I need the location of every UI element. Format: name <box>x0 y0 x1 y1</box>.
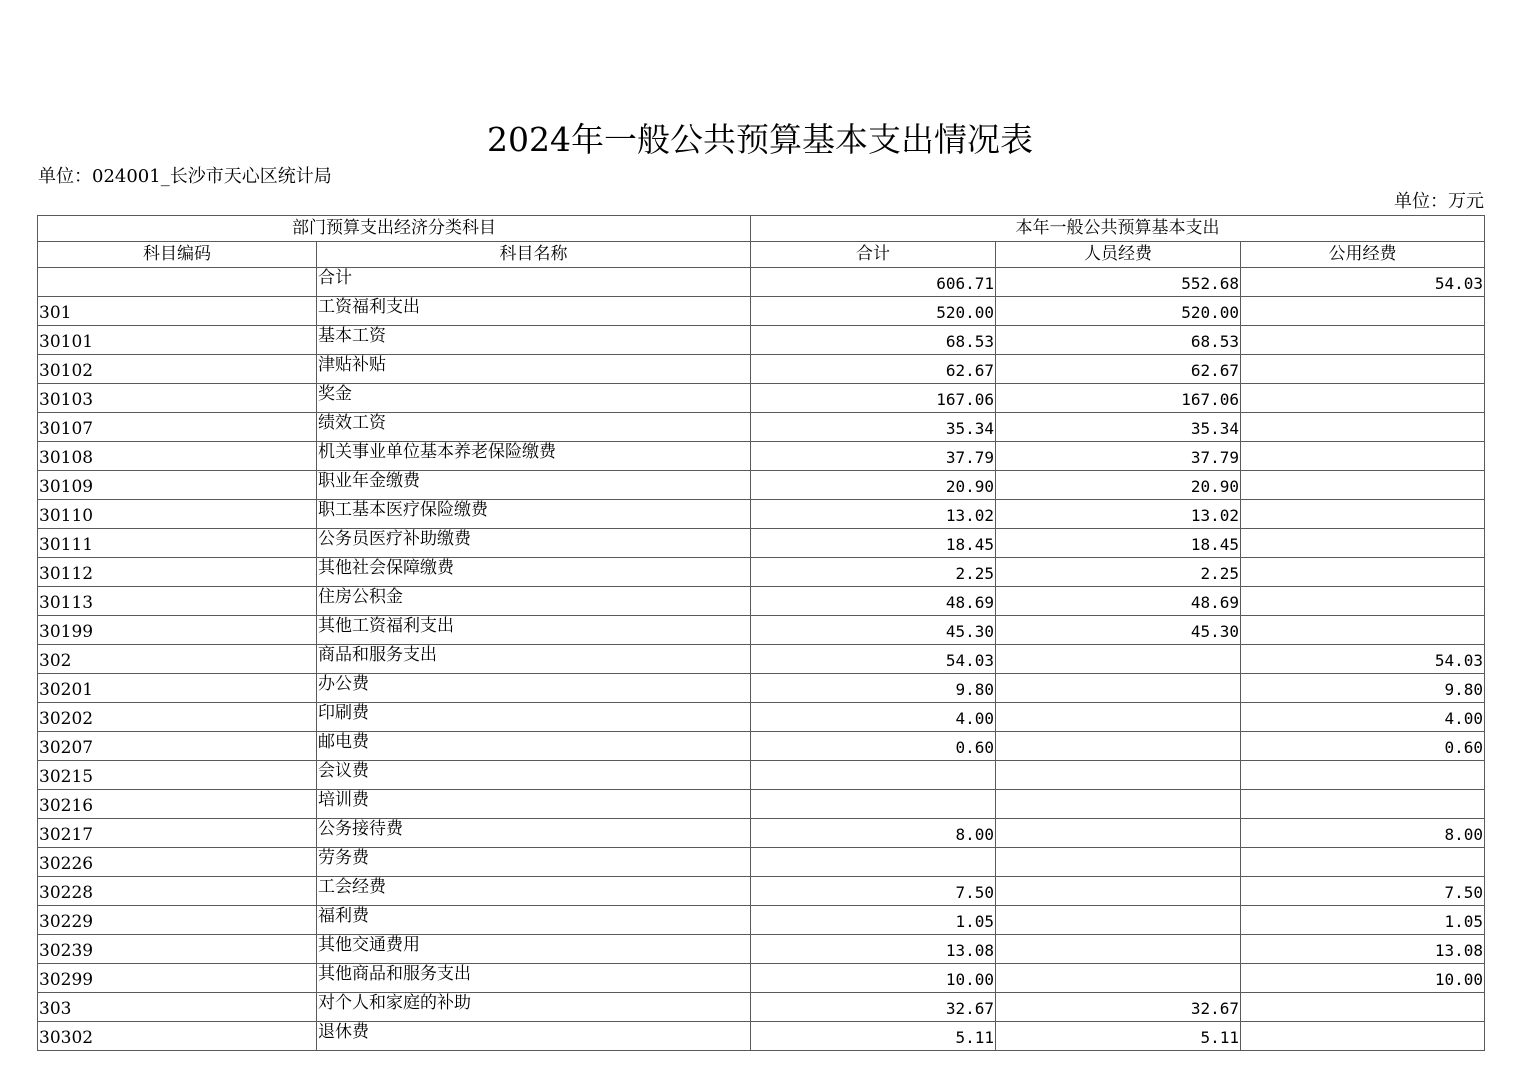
table-row <box>38 877 1485 906</box>
cell-code: 301 <box>38 297 317 326</box>
table-row <box>38 674 1485 703</box>
cell-code: 30107 <box>38 413 317 442</box>
cell-personnel: 62.67 <box>996 355 1241 384</box>
cell-total: 45.30 <box>751 616 996 645</box>
table-row <box>38 964 1485 993</box>
cell-total: 13.08 <box>751 935 996 964</box>
cell-name: 退休费 <box>317 1022 751 1051</box>
cell-name: 对个人和家庭的补助 <box>317 993 751 1022</box>
cell-personnel <box>996 674 1241 703</box>
cell-total <box>751 790 996 819</box>
cell-total: 48.69 <box>751 587 996 616</box>
cell-total: 1.05 <box>751 906 996 935</box>
cell-personnel: 167.06 <box>996 384 1241 413</box>
table-row <box>38 500 1485 529</box>
cell-name: 津贴补贴 <box>317 355 751 384</box>
cell-name: 培训费 <box>317 790 751 819</box>
cell-public: 1.05 <box>1241 906 1485 935</box>
cell-personnel: 5.11 <box>996 1022 1241 1051</box>
cell-code: 30229 <box>38 906 317 935</box>
cell-personnel: 2.25 <box>996 558 1241 587</box>
cell-total: 606.71 <box>751 268 996 297</box>
table-row <box>38 848 1485 877</box>
column-header-total: 合计 <box>751 242 996 268</box>
cell-code: 303 <box>38 993 317 1022</box>
cell-public: 0.60 <box>1241 732 1485 761</box>
cell-personnel: 68.53 <box>996 326 1241 355</box>
cell-code: 30109 <box>38 471 317 500</box>
cell-code: 30101 <box>38 326 317 355</box>
cell-total: 18.45 <box>751 529 996 558</box>
cell-personnel <box>996 703 1241 732</box>
cell-total: 5.11 <box>751 1022 996 1051</box>
cell-public: 54.03 <box>1241 645 1485 674</box>
cell-total: 520.00 <box>751 297 996 326</box>
cell-personnel: 18.45 <box>996 529 1241 558</box>
table-row <box>38 819 1485 848</box>
cell-public: 54.03 <box>1241 268 1485 297</box>
cell-name: 其他社会保障缴费 <box>317 558 751 587</box>
cell-public: 8.00 <box>1241 819 1485 848</box>
cell-total: 20.90 <box>751 471 996 500</box>
cell-total: 167.06 <box>751 384 996 413</box>
cell-personnel: 35.34 <box>996 413 1241 442</box>
group-header-classification: 部门预算支出经济分类科目 <box>38 216 751 242</box>
cell-personnel <box>996 848 1241 877</box>
cell-total: 2.25 <box>751 558 996 587</box>
cell-total: 9.80 <box>751 674 996 703</box>
cell-personnel <box>996 645 1241 674</box>
cell-public <box>1241 471 1485 500</box>
table-row <box>38 906 1485 935</box>
cell-public: 4.00 <box>1241 703 1485 732</box>
cell-personnel <box>996 761 1241 790</box>
table-row <box>38 413 1485 442</box>
cell-personnel: 552.68 <box>996 268 1241 297</box>
cell-total: 10.00 <box>751 964 996 993</box>
cell-personnel: 45.30 <box>996 616 1241 645</box>
cell-name: 福利费 <box>317 906 751 935</box>
table-row <box>38 471 1485 500</box>
cell-total: 37.79 <box>751 442 996 471</box>
cell-total: 62.67 <box>751 355 996 384</box>
cell-public <box>1241 1022 1485 1051</box>
table-row <box>38 616 1485 645</box>
cell-total: 0.60 <box>751 732 996 761</box>
column-header-row <box>38 242 1485 268</box>
cell-code: 30199 <box>38 616 317 645</box>
cell-total <box>751 848 996 877</box>
cell-code: 30110 <box>38 500 317 529</box>
cell-name: 其他交通费用 <box>317 935 751 964</box>
cell-total: 13.02 <box>751 500 996 529</box>
cell-public <box>1241 355 1485 384</box>
table-row <box>38 529 1485 558</box>
cell-code: 30102 <box>38 355 317 384</box>
table-row <box>38 703 1485 732</box>
table-row <box>38 442 1485 471</box>
table-row <box>38 761 1485 790</box>
table-row <box>38 993 1485 1022</box>
cell-name: 工会经费 <box>317 877 751 906</box>
cell-code: 30112 <box>38 558 317 587</box>
cell-public <box>1241 500 1485 529</box>
cell-name: 奖金 <box>317 384 751 413</box>
cell-code: 30103 <box>38 384 317 413</box>
cell-code: 30226 <box>38 848 317 877</box>
cell-public <box>1241 558 1485 587</box>
cell-name: 其他商品和服务支出 <box>317 964 751 993</box>
cell-public <box>1241 442 1485 471</box>
column-header-personnel: 人员经费 <box>996 242 1241 268</box>
cell-name: 其他工资福利支出 <box>317 616 751 645</box>
cell-public <box>1241 790 1485 819</box>
cell-code: 30299 <box>38 964 317 993</box>
cell-personnel <box>996 819 1241 848</box>
cell-name: 机关事业单位基本养老保险缴费 <box>317 442 751 471</box>
cell-name: 公务接待费 <box>317 819 751 848</box>
table-row <box>38 1022 1485 1051</box>
cell-personnel <box>996 935 1241 964</box>
cell-code <box>38 268 317 297</box>
cell-personnel: 48.69 <box>996 587 1241 616</box>
cell-name: 商品和服务支出 <box>317 645 751 674</box>
cell-total: 35.34 <box>751 413 996 442</box>
cell-public <box>1241 616 1485 645</box>
cell-personnel <box>996 877 1241 906</box>
cell-personnel <box>996 790 1241 819</box>
cell-personnel <box>996 732 1241 761</box>
cell-public <box>1241 413 1485 442</box>
cell-code: 30108 <box>38 442 317 471</box>
page-title: 2024年一般公共预算基本支出情况表 <box>487 120 1033 159</box>
cell-total: 54.03 <box>751 645 996 674</box>
table-row <box>38 645 1485 674</box>
cell-total: 68.53 <box>751 326 996 355</box>
cell-name: 邮电费 <box>317 732 751 761</box>
cell-name: 印刷费 <box>317 703 751 732</box>
table-row <box>38 790 1485 819</box>
cell-total: 32.67 <box>751 993 996 1022</box>
cell-public <box>1241 993 1485 1022</box>
cell-total: 4.00 <box>751 703 996 732</box>
cell-public <box>1241 326 1485 355</box>
cell-public: 10.00 <box>1241 964 1485 993</box>
unit-organization: 单位：024001_长沙市天心区统计局 <box>38 166 332 187</box>
cell-code: 30228 <box>38 877 317 906</box>
cell-code: 302 <box>38 645 317 674</box>
cell-code: 30302 <box>38 1022 317 1051</box>
table-row <box>38 384 1485 413</box>
cell-name: 绩效工资 <box>317 413 751 442</box>
cell-name: 劳务费 <box>317 848 751 877</box>
cell-name: 基本工资 <box>317 326 751 355</box>
table-row <box>38 268 1485 297</box>
cell-public: 13.08 <box>1241 935 1485 964</box>
cell-name: 职工基本医疗保险缴费 <box>317 500 751 529</box>
cell-code: 30215 <box>38 761 317 790</box>
cell-code: 30216 <box>38 790 317 819</box>
cell-public <box>1241 529 1485 558</box>
column-header-name: 科目名称 <box>317 242 751 268</box>
cell-personnel: 520.00 <box>996 297 1241 326</box>
cell-name: 合计 <box>317 268 751 297</box>
cell-code: 30111 <box>38 529 317 558</box>
cell-total: 7.50 <box>751 877 996 906</box>
cell-code: 30202 <box>38 703 317 732</box>
cell-name: 住房公积金 <box>317 587 751 616</box>
cell-code: 30201 <box>38 674 317 703</box>
cell-code: 30217 <box>38 819 317 848</box>
table-row <box>38 355 1485 384</box>
cell-public <box>1241 384 1485 413</box>
cell-name: 公务员医疗补助缴费 <box>317 529 751 558</box>
group-header-expenditure: 本年一般公共预算基本支出 <box>751 216 1485 242</box>
table-row <box>38 935 1485 964</box>
cell-name: 办公费 <box>317 674 751 703</box>
cell-code: 30239 <box>38 935 317 964</box>
cell-public <box>1241 297 1485 326</box>
cell-public <box>1241 761 1485 790</box>
cell-personnel: 32.67 <box>996 993 1241 1022</box>
table-row <box>38 732 1485 761</box>
table-row <box>38 326 1485 355</box>
cell-public <box>1241 848 1485 877</box>
table-body <box>38 268 1485 1051</box>
cell-personnel: 37.79 <box>996 442 1241 471</box>
table-row <box>38 297 1485 326</box>
cell-personnel <box>996 964 1241 993</box>
cell-name: 会议费 <box>317 761 751 790</box>
cell-public <box>1241 587 1485 616</box>
table-row <box>38 587 1485 616</box>
cell-name: 工资福利支出 <box>317 297 751 326</box>
group-header-row <box>38 216 1485 242</box>
cell-total <box>751 761 996 790</box>
cell-personnel: 20.90 <box>996 471 1241 500</box>
cell-public: 7.50 <box>1241 877 1485 906</box>
cell-code: 30113 <box>38 587 317 616</box>
cell-name: 职业年金缴费 <box>317 471 751 500</box>
cell-total: 8.00 <box>751 819 996 848</box>
unit-currency: 单位：万元 <box>1394 191 1484 212</box>
budget-table <box>37 215 1485 1051</box>
column-header-code: 科目编码 <box>38 242 317 268</box>
column-header-public: 公用经费 <box>1241 242 1485 268</box>
cell-code: 30207 <box>38 732 317 761</box>
table-row <box>38 558 1485 587</box>
cell-public: 9.80 <box>1241 674 1485 703</box>
cell-personnel <box>996 906 1241 935</box>
cell-personnel: 13.02 <box>996 500 1241 529</box>
